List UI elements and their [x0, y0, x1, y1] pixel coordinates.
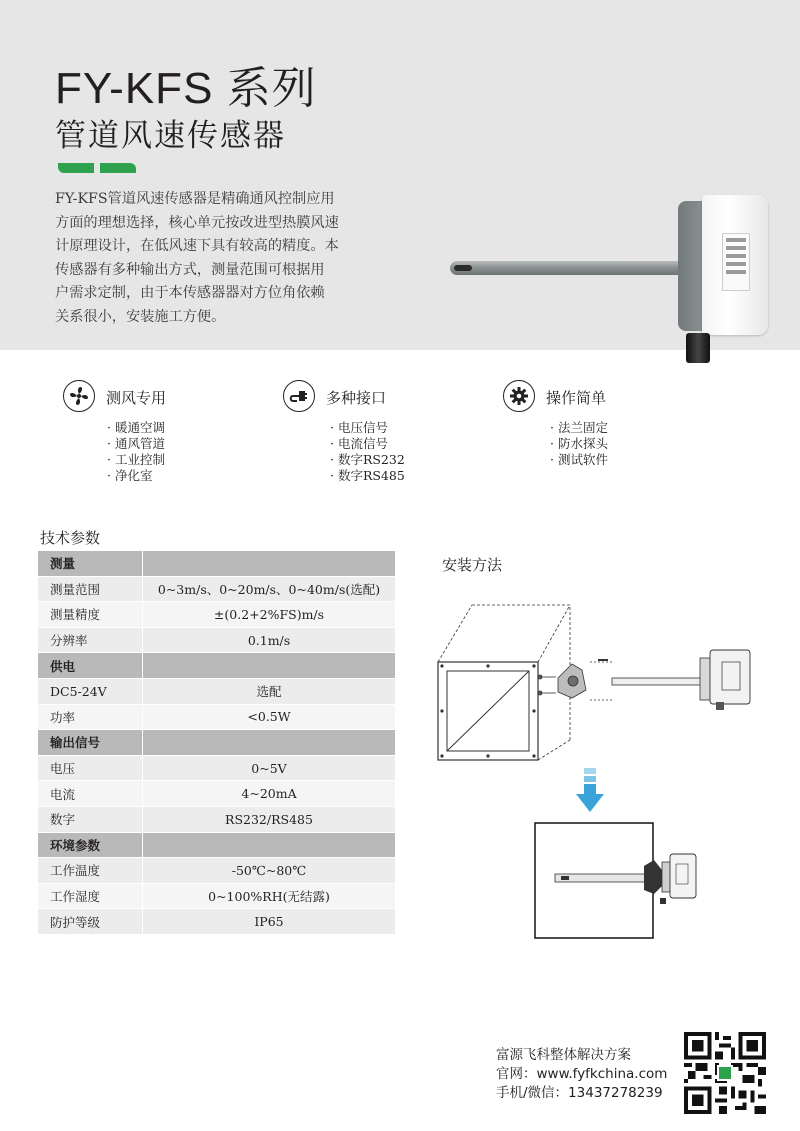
- plug-icon: [283, 380, 315, 412]
- feature-list: [107, 420, 165, 484]
- intro-line: 计原理设计，在低风速下具有较高的精度。本: [55, 238, 339, 254]
- qr-code[interactable]: [684, 1032, 766, 1114]
- table-section-row: [38, 653, 395, 679]
- table-section-row: [38, 832, 395, 858]
- section-label: 供电: [38, 653, 143, 679]
- table-row: [38, 704, 395, 730]
- intro-line: 户需求定制，由于本传感器器对方位角依赖: [55, 285, 325, 301]
- list-item: · 工业控制: [107, 452, 165, 468]
- company-info: [496, 1046, 667, 1103]
- param-value: IP65: [143, 909, 396, 935]
- list-item: · 通风管道: [107, 436, 165, 452]
- company-phone: 手机/微信：13437278239: [496, 1085, 663, 1101]
- param-name: 防护等级: [38, 909, 143, 935]
- install-diagram: [430, 600, 770, 945]
- fan-icon: [63, 380, 95, 412]
- section-label: 环境参数: [38, 832, 143, 858]
- table-row: [38, 755, 395, 781]
- list-item: · 电流信号: [330, 436, 405, 452]
- list-item: · 防水探头: [550, 436, 608, 452]
- gear-icon: [503, 380, 535, 412]
- exploded-sensor: [612, 650, 750, 710]
- table-row: [38, 909, 395, 935]
- feature-list: [330, 420, 405, 484]
- arrow-down-icon: [576, 768, 604, 812]
- param-value: 0.1m/s: [143, 627, 396, 653]
- param-name: DC5-24V: [38, 678, 143, 704]
- table-row: [38, 781, 395, 807]
- cable-gland: [686, 333, 710, 363]
- param-name: 测量范围: [38, 576, 143, 602]
- param-value: RS232/RS485: [143, 806, 396, 832]
- param-name: 功率: [38, 704, 143, 730]
- param-name: 电流: [38, 781, 143, 807]
- param-value: -50℃~80℃: [143, 858, 396, 884]
- param-value: ±(0.2+2%FS)m/s: [143, 602, 396, 628]
- list-item: · 暖通空调: [107, 420, 165, 436]
- company-name: 富源飞科整体解决方案: [496, 1047, 631, 1063]
- intro-line: FY-KFS管道风速传感器是精确通风控制应用: [55, 191, 335, 207]
- intro-line: 方面的理想选择，核心单元按改进型热膜风速: [55, 214, 339, 231]
- product-subtitle: 管道风速传感器: [55, 118, 286, 154]
- table-section-row: [38, 551, 395, 576]
- intro-line: 传感器有多种输出方式，测量范围可根据用: [55, 261, 325, 278]
- table-section-row: [38, 730, 395, 756]
- duct-flange: [438, 662, 538, 760]
- param-value: 0~5V: [143, 755, 396, 781]
- table-row: [38, 883, 395, 909]
- installed-view: [535, 823, 696, 938]
- feature-list: [550, 420, 608, 468]
- param-name: 测量精度: [38, 602, 143, 628]
- param-name: 分辨率: [38, 627, 143, 653]
- list-item: · 净化室: [107, 468, 165, 484]
- table-row: [38, 602, 395, 628]
- section-label: 输出信号: [38, 730, 143, 756]
- table-row: [38, 858, 395, 884]
- spec-heading: 技术参数: [40, 529, 101, 547]
- param-name: 电压: [38, 755, 143, 781]
- list-item: · 法兰固定: [550, 420, 608, 436]
- sensor-probe-tip: [454, 265, 472, 271]
- product-title: FY-KFS 系列: [55, 64, 317, 113]
- list-item: · 测试软件: [550, 452, 608, 468]
- param-value: 0~3m/s、0~20m/s、0~40m/s(选配): [143, 576, 396, 602]
- sensor-label: [722, 233, 750, 291]
- sensor-product-image: [440, 195, 770, 370]
- section-label: 测量: [38, 551, 143, 576]
- install-title: 安装方法: [442, 556, 503, 574]
- company-website[interactable]: 官网：www.fyfkchina.com: [496, 1066, 668, 1082]
- feature-title: 多种接口: [326, 389, 387, 407]
- param-value: 0~100%RH(无结露): [143, 883, 396, 909]
- spec-table: [38, 551, 395, 935]
- feature-title: 操作简单: [546, 389, 607, 407]
- list-item: · 数字RS232: [330, 452, 405, 468]
- sensor-probe: [450, 261, 690, 275]
- param-value: 4~20mA: [143, 781, 396, 807]
- param-name: 工作温度: [38, 858, 143, 884]
- table-row: [38, 627, 395, 653]
- table-row: [38, 806, 395, 832]
- accent-bar-left: [58, 163, 94, 173]
- param-name: 工作湿度: [38, 883, 143, 909]
- accent-bar-right: [100, 163, 136, 173]
- param-name: 数字: [38, 806, 143, 832]
- param-value: <0.5W: [143, 704, 396, 730]
- param-value: 选配: [143, 678, 396, 704]
- list-item: · 电压信号: [330, 420, 405, 436]
- exploded-mount: [538, 660, 612, 700]
- table-row: [38, 576, 395, 602]
- intro-line: 关系很小，安装施工方便。: [55, 308, 226, 325]
- intro-paragraph: [55, 188, 400, 329]
- feature-title: 测风专用: [106, 389, 167, 407]
- list-item: · 数字RS485: [330, 468, 405, 484]
- table-row: [38, 678, 395, 704]
